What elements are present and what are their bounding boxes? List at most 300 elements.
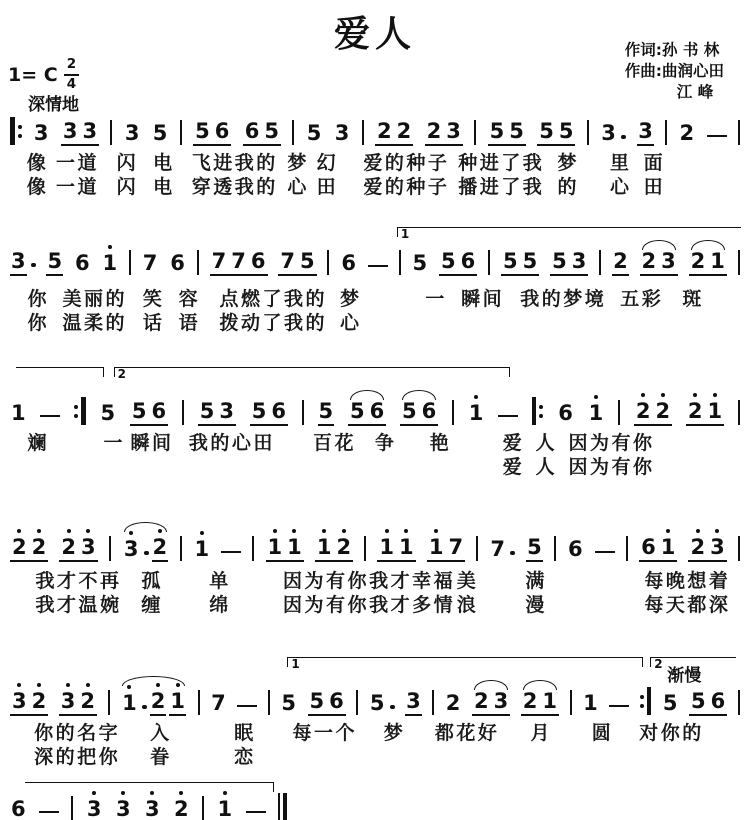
repeat-dot [539,405,543,409]
volta-label: 1 [291,657,300,671]
lyric-segment: 像 [26,152,49,174]
beam-group [243,121,281,146]
note: 2 [612,251,629,276]
dash [498,415,518,418]
lyric-segment: 艳 [429,432,452,454]
time-signature [64,58,79,91]
beam-group [348,401,386,426]
lyric-segment: 话 [142,312,165,334]
credits-block [625,40,724,103]
octave-dot [86,683,90,687]
lyric-segment: 点燃了我的 [219,288,328,310]
lyric-segment: 笑 [142,288,165,310]
beam-group [377,537,415,562]
lyric-segment: 飞进我的 [191,152,278,174]
barline [182,400,184,425]
note: 5 [369,693,386,716]
note: 5 [100,401,116,425]
barline [362,120,364,145]
lyric-segment: 我才幸福 [369,570,456,592]
note: 2 [60,537,77,560]
note: 1 [169,691,186,716]
octave-dot [641,393,645,397]
note: 7 [211,691,226,715]
octave-dot [127,685,131,689]
octave-dot [715,529,719,533]
octave-dot [666,529,670,533]
note: 6 [74,251,90,275]
note: 7 [231,249,246,273]
note: 1 [101,253,118,276]
beam-group [10,537,48,562]
lyric-segment: 拨动了我的 [219,312,328,334]
barline [452,400,454,425]
octave-dot [223,791,227,795]
lyric-segment: 斓 [27,432,50,454]
note: 2 [396,119,412,143]
lyric-segment: 每晚想着 [644,570,731,592]
lyric-segment: 我才多情 [369,594,456,616]
lyric-segment: 我才不再 [35,570,122,592]
volta-label: 1 [400,227,410,241]
lyric-segment: 因为有你 [283,570,370,592]
beam-group [688,537,726,562]
note: 1 [588,403,605,426]
lyric-segment: 语 [178,312,201,334]
volta-label: 2 [117,367,127,381]
barline [292,120,294,145]
notes-row [10,392,740,426]
octave-dot [713,393,717,397]
beam-group [425,121,463,146]
beam-group [488,121,526,146]
note: 3 [219,399,234,423]
note: 3 [600,123,617,146]
note: 2 [31,691,48,714]
barline [488,250,490,275]
barline [432,690,434,715]
lyric-segment: 闪 [116,152,139,174]
note: 5 [441,249,456,273]
barline [109,536,111,561]
beam-group [689,691,727,716]
lyric-segment: 温柔的 [62,312,128,334]
dash [221,551,241,554]
beam-group [278,251,316,276]
lyric-segment: 瞬间 [461,288,505,310]
final-barline [278,793,288,820]
lyric-segment: 闪 [116,176,139,198]
note: 1 [286,537,303,560]
note: 6 [329,689,344,713]
note: 2 [522,689,538,713]
note: 6 [369,399,385,423]
dash [595,551,615,554]
notes-row [10,242,740,276]
barline [476,536,478,561]
beam-group [250,401,288,426]
lyric-segment: 爱 [502,456,525,478]
note: 5 [412,251,428,275]
octave-dot [200,531,204,535]
lyric-segment: 因为有你 [568,432,655,454]
lyrics-row [10,284,740,308]
barline [180,536,182,561]
octave-dot [37,529,41,533]
beam-group [375,121,413,146]
note: 6 [421,399,437,423]
note: 3 [144,799,161,820]
thick-bar [81,397,86,425]
lyrics-row [10,566,740,590]
lyric-segment: 你 [27,288,50,310]
lyrics-row [10,718,740,742]
octave-dot [66,683,70,687]
volta-bracket [397,227,741,241]
repeat-dot [18,134,22,138]
lyric-segment: 一 [103,432,125,454]
barline [554,536,556,561]
note: 6 [271,399,286,423]
composer-credit: 作曲:曲润心田 [624,61,724,80]
lyric-segment: 心 [339,312,362,334]
octave-dot [474,395,478,399]
expression-marking: 深情地 [28,95,79,115]
barline [364,536,366,561]
notes-row [10,682,740,716]
thick-bar [283,793,288,820]
note: 5 [526,537,543,562]
lyric-segment: 人 [535,432,558,454]
dash [707,135,727,138]
octave-dot [322,529,326,533]
note: 1 [660,537,677,560]
note: 3 [10,251,27,276]
lyric-segment: 眷 [150,746,172,768]
lyric-segment: 因为有你 [283,594,370,616]
note: 2 [377,119,392,143]
beam-group [634,401,672,426]
lyric-segment: 每天都深 [644,594,731,616]
barline [738,120,740,145]
key-label: 1= C [8,63,58,86]
duration-dot [144,551,149,556]
note: 5 [152,121,168,145]
volta-label: 2 [654,657,663,671]
lyric-segment: 每一个 [292,722,358,744]
lyric-segment: 田 [643,176,666,198]
note: 6 [170,251,185,275]
octave-dot [17,683,21,687]
note: 5 [349,399,365,423]
note: 6 [250,249,266,273]
barline [665,120,667,145]
note: 5 [318,401,335,426]
lyric-segment: 对你的 [639,722,704,744]
note: 6 [11,797,26,820]
repeat-dots [640,695,644,708]
lyric-segment: 像 [26,176,49,198]
note: 5 [691,689,706,713]
barline [618,400,620,425]
lyric-segment: 争 [375,432,397,454]
lyric-segment: 因为有你 [568,456,655,478]
meter-numerator: 2 [64,58,79,76]
octave-dot [121,791,125,795]
note: 2 [336,537,353,560]
beam-group [198,401,236,426]
note: 7 [280,249,295,273]
lyric-segment: 入 [150,722,172,744]
note: 1 [583,691,598,715]
barline [626,536,628,561]
lyric-segment: 人 [535,456,558,478]
song-title: 爱人 [333,14,416,55]
lyric-segment: 美 [456,570,479,592]
note: 5 [662,691,678,715]
composer-credit-2: 江 峰 [676,82,714,101]
barline [198,690,200,715]
lyric-segment: 田 [316,176,339,198]
note: 1 [217,799,234,820]
repeat-dot [74,414,78,418]
note: 7 [142,251,158,275]
repeat-end-barline [640,687,652,715]
beam-group [59,691,97,716]
barline [599,250,601,275]
lyrics-row [10,452,740,476]
note: 3 [115,799,132,820]
lyric-segment: 面 [643,152,666,174]
note: 3 [637,121,654,146]
note: 6 [341,251,356,275]
beam-group [521,691,559,716]
lyric-segment: 电 [153,176,175,198]
beam-group [639,537,677,562]
barline [738,400,740,425]
octave-dot [86,529,90,533]
barline [474,120,476,145]
note: 3 [123,539,140,562]
beam-group [400,401,438,426]
notes-row [10,528,740,562]
note: 2 [641,249,657,273]
beam-group [120,691,187,716]
note: 5 [309,689,325,713]
beam-group [640,251,678,276]
dash [246,811,266,814]
note: 2 [654,401,671,424]
lyricist-credit: 作词:孙 书 林 [624,41,720,59]
lyrics-row [10,428,740,452]
repeat-dots [18,125,22,138]
lyric-segment: 恋 [234,746,256,768]
lyric-segment: 播进了我 [458,176,545,198]
lyric-segment: 都花好 [434,722,500,744]
thick-bar [647,687,652,715]
note: 2 [31,537,48,560]
barline [399,250,401,275]
note: 6 [244,119,260,143]
barline [129,250,131,275]
octave-dot [594,395,598,399]
note: 5 [552,249,567,273]
note: 2 [635,401,652,424]
beam-group [689,251,727,276]
note: 5 [558,119,574,143]
beam-group [59,537,97,562]
lyric-segment: 电 [153,152,175,174]
tempo-change-label: 渐慢 [667,666,702,686]
beam-group [193,121,231,146]
beam-group [686,401,724,426]
note: 5 [264,119,279,143]
note: 3 [62,119,78,143]
note: 6 [641,535,656,559]
note: 5 [401,399,417,423]
octave-dot [661,393,665,397]
lyric-segment: 梦 [557,152,580,174]
note: 3 [82,119,98,143]
repeat-begin-barline [532,397,544,425]
lyric-segment: 百花 [312,432,356,454]
octave-dot [17,529,21,533]
lyric-segment: 一道 [55,152,99,174]
beam-group [130,401,168,426]
note: 2 [687,401,704,424]
repeat-dot [539,414,543,418]
note: 2 [445,691,461,715]
duration-dot [390,705,395,710]
octave-dot [292,529,296,533]
barline [587,120,589,145]
beam-group [550,251,588,276]
lyric-segment: 爱的种子 [363,152,450,174]
octave-dot [158,529,162,533]
lyric-segment: 穿透我的 [191,176,278,198]
octave-dot [176,683,180,687]
note: 1 [193,539,210,562]
note: 2 [79,691,96,714]
barline [268,690,270,715]
beam-group [266,537,304,562]
note: 5 [46,251,63,276]
notes-row [10,112,740,146]
note: 3 [709,537,726,560]
note: 5 [502,249,518,273]
note: 2 [426,119,442,143]
note: 1 [267,537,284,560]
note: 1 [121,693,138,716]
lyric-segment: 我的心田 [188,432,275,454]
lyric-segment: 一 [425,288,447,310]
octave-dot [273,529,277,533]
lyric-segment: 绵 [209,594,231,616]
octave-dot [342,529,346,533]
repeat-dot [74,405,78,409]
beam-group [537,121,575,146]
beam-group [315,537,353,562]
octave-dot [92,791,96,795]
octave-dot [434,529,438,533]
repeat-dots [74,405,78,418]
note: 1 [378,537,395,560]
note: 2 [152,537,169,562]
lyric-segment: 梦 [383,722,406,744]
note: 1 [542,689,557,713]
beam-group [439,251,477,276]
note: 3 [86,799,103,820]
note: 3 [60,691,77,714]
dash [39,811,59,814]
lyric-segment: 梦 [287,152,309,174]
barline [356,690,358,715]
note: 3 [124,121,140,145]
barline [252,536,254,561]
octave-dot [696,529,700,533]
octave-dot [156,683,160,687]
barline [197,250,199,275]
lyric-segment: 心 [287,176,309,198]
note: 7 [489,539,506,562]
note: 5 [299,249,315,273]
barline [71,796,73,820]
octave-dot [404,529,408,533]
note: 6 [710,689,726,713]
duration-dot [510,551,515,556]
note: 5 [539,119,554,143]
note: 5 [199,399,215,423]
octave-dot [150,791,154,795]
lyric-segment: 缠 [141,594,163,616]
note: 7 [448,535,464,559]
beam-group [427,537,465,562]
note: 2 [690,249,706,273]
lyric-segment: 漫 [525,594,547,616]
barline [738,536,740,561]
lyric-segment: 一道 [55,176,99,198]
note: 1 [316,537,333,560]
beam-group [61,121,99,146]
repeat-dots [539,405,543,418]
lyric-segment: 你 [27,312,50,334]
lyric-segment: 我的梦境 [520,288,607,310]
lyric-segment: 我才温婉 [35,594,122,616]
note: 5 [509,119,524,143]
note: 1 [398,537,415,560]
barline [110,120,112,145]
lyric-segment: 孤 [141,570,163,592]
barline [738,250,740,275]
lyric-segment: 单 [209,570,231,592]
lyric-segment: 心 [610,176,632,198]
lyric-segment: 满 [525,570,547,592]
duration-dot [31,263,36,268]
note: 5 [251,399,267,423]
note: 1 [468,403,485,426]
note: 3 [405,691,422,716]
volta-bracket [287,657,643,671]
lyric-segment: 月 [530,722,552,744]
volta-bracket [16,367,105,377]
note: 2 [11,537,28,560]
note: 3 [493,689,509,713]
lyric-segment: 容 [178,288,201,310]
lyric-segment: 你的名字 [34,722,121,744]
note: 6 [568,537,583,561]
note: 6 [151,399,167,423]
lyric-segment: 斑 [682,288,704,310]
